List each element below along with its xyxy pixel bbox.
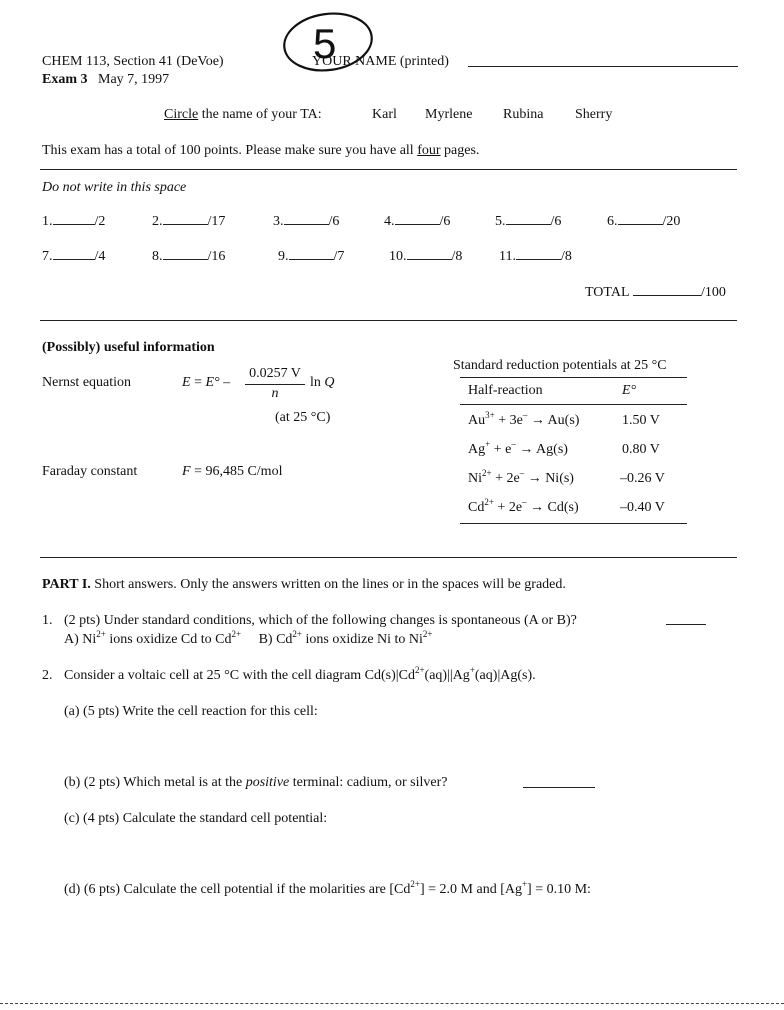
part1-label: PART I. bbox=[42, 577, 91, 592]
potential-row-ni: $Ni^{2+} + 2e^- \to Ni(s)$ bbox=[468, 468, 574, 486]
divider bbox=[40, 557, 737, 558]
q2d-answer-area[interactable] bbox=[64, 904, 724, 994]
score-note: Do not write in this space bbox=[42, 180, 187, 195]
potentials-header-rule bbox=[460, 377, 687, 378]
q1-options: A) $Ni^{2+}$ ions oxidize Cd to $Cd^{2+}$ B) $Cd^{2+}$ ions oxidize Ni to $Ni^{2+}$ bbox=[64, 629, 433, 647]
score-item-1: 1. /2 bbox=[42, 214, 106, 229]
potential-value-cd: –0.40 V bbox=[620, 500, 665, 515]
potentials-col-halfreaction: Half-reaction bbox=[468, 383, 543, 398]
exam-number: Exam 3 bbox=[42, 72, 88, 87]
exam-date-line bbox=[42, 72, 169, 88]
score-item-4: 4. /6 bbox=[384, 214, 451, 229]
q2a-answer-area[interactable] bbox=[64, 724, 724, 770]
ta-prompt bbox=[164, 107, 322, 123]
divider bbox=[40, 169, 737, 170]
nernst-equation bbox=[182, 375, 230, 391]
potential-row-ag: Ag+ + e– → Ag(s) bbox=[468, 439, 568, 457]
score-item-11: 11. /8 bbox=[499, 249, 572, 264]
nernst-numerator: 0.0257 V bbox=[249, 366, 301, 381]
intro-four: four bbox=[417, 143, 441, 158]
nernst-ln: ln Q bbox=[310, 375, 335, 390]
potentials-col-e0: E° bbox=[622, 383, 637, 398]
score-item-7: 7. /4 bbox=[42, 249, 106, 264]
potentials-bottom-rule bbox=[460, 523, 687, 524]
score-item-3: 3. /6 bbox=[273, 214, 340, 229]
faraday-label: Faraday constant bbox=[42, 464, 138, 479]
part1-heading bbox=[42, 577, 566, 593]
q1-text: (2 pts) Under standard conditions, which of the following changes is spontaneous (A or B)? bbox=[64, 613, 577, 628]
q2d-text: (d) (6 pts) Calculate the cell potential if the molarities are $[Cd^{2+}] = 2.0$ M and [Ag+] = 0.10 M: bbox=[64, 879, 591, 897]
potential-row-au: $Au^{3+} + 3e^- \to Au(s)$ bbox=[468, 410, 580, 428]
potential-row-cd: $Cd^{2+} + 2e^- \to Cd(s)$ bbox=[468, 497, 579, 515]
ta-name-karl[interactable]: Karl bbox=[372, 107, 397, 122]
ta-prompt-circle: Circle bbox=[164, 107, 199, 122]
score-item-10: 10. /8 bbox=[389, 249, 463, 264]
q2b-answer-line[interactable] bbox=[523, 787, 595, 788]
score-item-5: 5. /6 bbox=[495, 214, 562, 229]
name-field-line[interactable] bbox=[468, 66, 738, 67]
q2-number: 2. bbox=[42, 668, 53, 683]
potential-value-au: 1.50 V bbox=[622, 413, 660, 428]
q2c-text: (c) (4 pts) Calculate the standard cell potential: bbox=[64, 811, 328, 826]
nernst-label: Nernst equation bbox=[42, 375, 132, 390]
nernst-e0: E° bbox=[205, 375, 220, 390]
name-label: YOUR NAME (printed) bbox=[312, 54, 449, 69]
divider bbox=[40, 320, 737, 321]
handwritten-number: 5 bbox=[313, 20, 337, 67]
ta-prompt-rest: the name of your TA: bbox=[198, 107, 322, 122]
nernst-condition: (at 25 °C) bbox=[275, 410, 331, 425]
ta-name-myrlene[interactable]: Myrlene bbox=[425, 107, 473, 122]
q2c-answer-area[interactable] bbox=[64, 832, 724, 872]
ta-name-rubina[interactable]: Rubina bbox=[503, 107, 544, 122]
page-bottom-edge bbox=[0, 1003, 784, 1004]
q1-answer-line[interactable] bbox=[666, 624, 706, 625]
intro-after: pages. bbox=[440, 143, 480, 158]
part1-desc: Short answers. Only the answers written on the lines or in the spaces will be graded. bbox=[90, 577, 566, 592]
score-item-9: 9. /7 bbox=[278, 249, 345, 264]
nernst-denominator: n bbox=[271, 386, 279, 401]
q2a-text: (a) (5 pts) Write the cell reaction for this cell: bbox=[64, 704, 318, 719]
potentials-subheader-rule bbox=[460, 404, 687, 405]
score-item-6: 6. /20 bbox=[607, 214, 681, 229]
potentials-title: Standard reduction potentials at 25 °C bbox=[453, 358, 667, 373]
nernst-eq: = bbox=[194, 375, 202, 390]
intro-before: This exam has a total of 100 points. Please make sure you have all bbox=[42, 143, 418, 158]
faraday-constant: F = 96,485 C/mol bbox=[182, 464, 283, 479]
ta-name-sherry[interactable]: Sherry bbox=[575, 107, 613, 122]
q2-text: Consider a voltaic cell at 25 °C with the cell diagram $Cd(s)|Cd^{2+}(aq)||Ag^+(aq)|Ag(s)$. bbox=[64, 665, 536, 683]
score-item-8: 8. /16 bbox=[152, 249, 226, 264]
info-heading: (Possibly) useful information bbox=[42, 340, 215, 355]
potential-value-ni: –0.26 V bbox=[620, 471, 665, 486]
q2b-text: (b) (2 pts) Which metal is at the positive terminal: cadium, or silver? bbox=[64, 775, 448, 790]
score-item-2: 2. /17 bbox=[152, 214, 226, 229]
q1-number: 1. bbox=[42, 613, 53, 628]
score-total: TOTAL /100 bbox=[585, 285, 726, 300]
potential-value-ag: 0.80 V bbox=[622, 442, 660, 457]
exam-intro bbox=[42, 143, 479, 159]
exam-date: May 7, 1997 bbox=[98, 72, 170, 87]
nernst-minus: – bbox=[223, 375, 231, 390]
nernst-lhs: E bbox=[182, 375, 191, 390]
fraction-bar bbox=[245, 384, 305, 385]
course-title: CHEM 113, Section 41 (DeVoe) bbox=[42, 54, 224, 69]
